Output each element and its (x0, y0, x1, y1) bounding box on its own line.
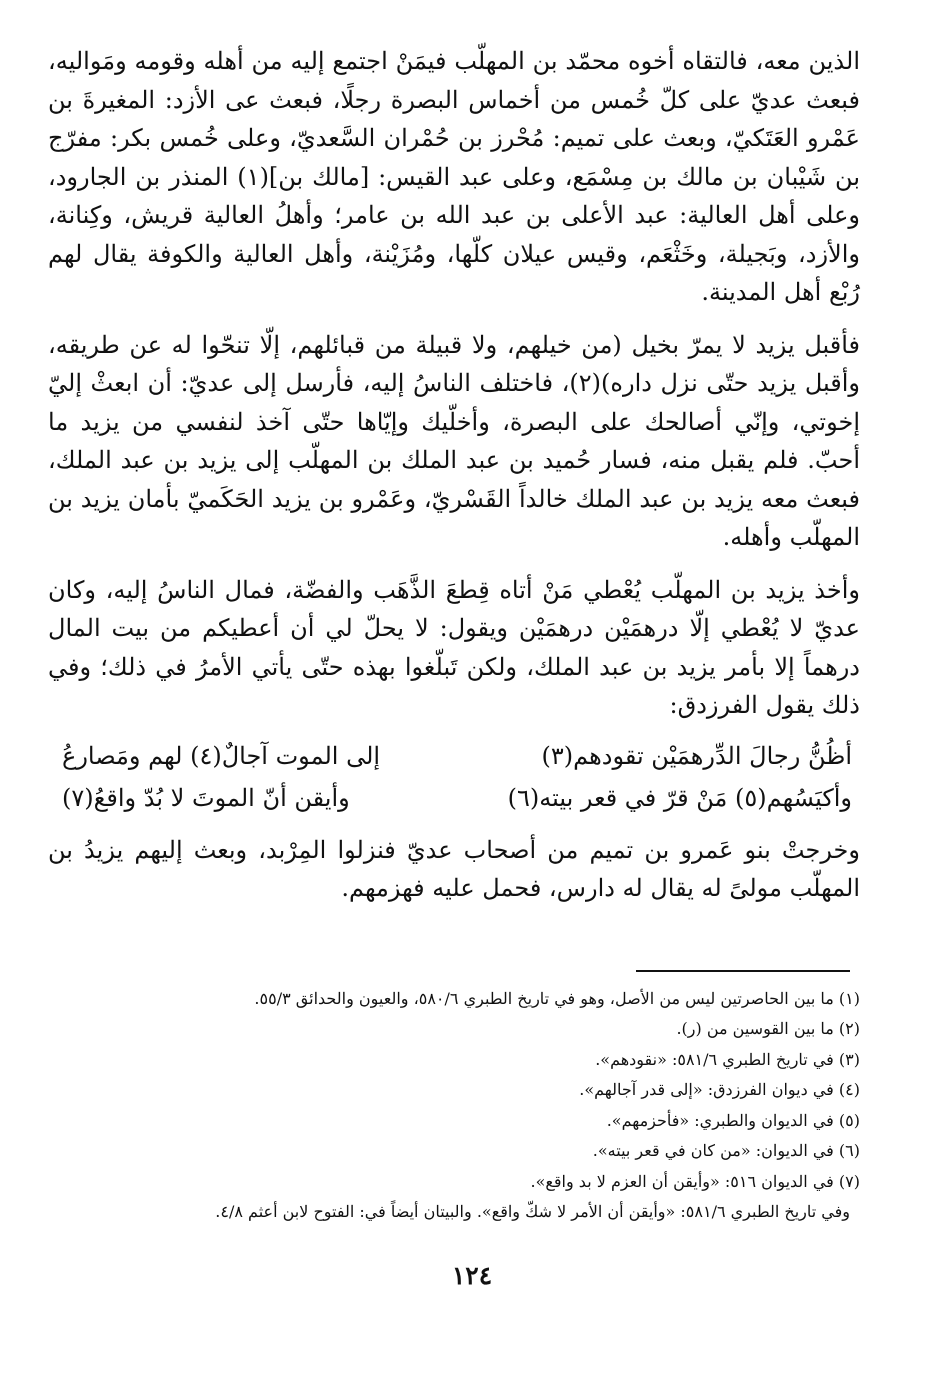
verse-1-second-hemistich: إلى الموت آجالٌ(٤) لهم ومَصارعُ (62, 741, 381, 770)
footnote-3: (٣) في تاريخ الطبري ٥٨١/٦: «نقودهم». (595, 1049, 860, 1069)
verse-2 (48, 777, 860, 819)
footnote-2: (٢) ما بين القوسين من (ر). (676, 1019, 860, 1038)
footnote-4: (٤) في ديوان الفرزدق: «إلى قدر آجالهم». (579, 1080, 860, 1099)
footnote-5: (٥) في الديوان والطبري: «فأحزمهم». (606, 1110, 860, 1130)
verse-1-first-hemistich: أظُنُّ رجالَ الدِّرهمَيْن تقودهم(٣) (541, 741, 852, 770)
footnotes (48, 984, 860, 1228)
footnote-1: (١) ما بين الحاصرتين ليس من الأصل، وهو في تاريخ الطبري ٥٨٠/٦، والعيون والحدائق ٥٥/٣. (254, 988, 860, 1008)
verse-2-first-hemistich: وأكيَسُهم(٥) مَنْ قرّ في قعر بيته(٦) (507, 783, 852, 812)
paragraph-1: الذين معه، فالتقاه أخوه محمّد بن المهلّب فيمَنْ اجتمع إليه من أهله وقومه ومَواليه، فبعث عديّ على كلّ خُمس من أخماس البصرة رجلًا، فبعث عى الأزد: المغيرةَ بن عَمْرو العَتَكيّ، وبعث على تميم: مُحْرز بن حُمْران السَّعديّ، وعلى خُمس بكر: مفرّج بن شَيْبان بن مالك بن مِسْمَع، وعلى عبد القيس: [مالك بن](١) المنذر بن الجارود، وعلى أهل العالية: عبد الأعلى بن عبد الله بن عامر؛ وأهلُ العالية قريش، وكِنانة، والأزد، وبَجيلة، وخَثْعَم، وقيس عيلان كلّها، ومُزَيْنة، وأهل العالية والكوفة يقال لهم رُبْع أهل المدينة. (48, 47, 860, 306)
verse-1 (48, 735, 860, 777)
page-body (48, 42, 860, 1228)
footnote-7: (٧) في الديوان ٥١٦: «وأيقن أن العزم لا بد واقع». (530, 1171, 860, 1191)
page-number: ١٢٤ (451, 1261, 493, 1290)
footnote-6: (٦) في الديوان: «من كان في قعر بيته». (592, 1141, 860, 1160)
footnote-separator (636, 970, 850, 972)
verse-2-second-hemistich: وأيقن أنّ الموتَ لا بُدّ واقعُ(٧) (62, 783, 350, 812)
paragraph-2: فأقبل يزيد لا يمرّ بخيل (من خيلهم، ولا قبيلة من قبائلهم، إلّا تنحّوا له عن طريقه، وأقبل يزيد حتّى نزل داره)(٢)، فاختلف الناسُ إليه، فأرسل إلى عديّ: أن ابعثْ إليّ إخوتي، وإنّي أصالحك على البصرة، وأخلّيك وإيّاها حتّى آخذ لنفسي من يزيد ما أحبّ. فلم يقبل منه، فسار حُميد بن عبد الملك بن المهلّب إلى يزيد بن عبد الملك، فبعث معه يزيد بن عبد الملك خالداً القَسْريّ، وعَمْرو بن يزيد الحَكَميّ بأمان يزيد بن المهلّب وأهله. (48, 330, 860, 551)
paragraph-3: وأخذ يزيد بن المهلّب يُعْطي مَنْ أتاه قِطعَ الذَّهَب والفضّة، فمال الناسُ إليه، وكان عديّ لا يُعْطي إلّا درهمَيْن درهمَيْن ويقول: لا يحلّ لي أن أعطيكم من بيت المال درهماً إلا بأمر يزيد بن عبد الملك، ولكن تَبلّغوا بهذه حتّى يأتي الأمرُ في ذلك؛ وفي ذلك يقول الفرزدق: (48, 575, 860, 719)
footnote-7-continuation: وفي تاريخ الطبري ٥٨١/٦: «وأيقن أن الأمر لا شكّ واقع». والبيتان أيضاً في: الفتوح لابن أعثم ٤/٨. (215, 1202, 850, 1221)
paragraph-4: وخرجتْ بنو عَمرو بن تميم من أصحاب عديّ فنزلوا المِرْبد، وبعث إليهم يزيدُ بن المهلّب مولىً له يقال له دارس، فحمل عليه فهزمهم. (48, 835, 860, 902)
poem-verses (48, 735, 860, 819)
